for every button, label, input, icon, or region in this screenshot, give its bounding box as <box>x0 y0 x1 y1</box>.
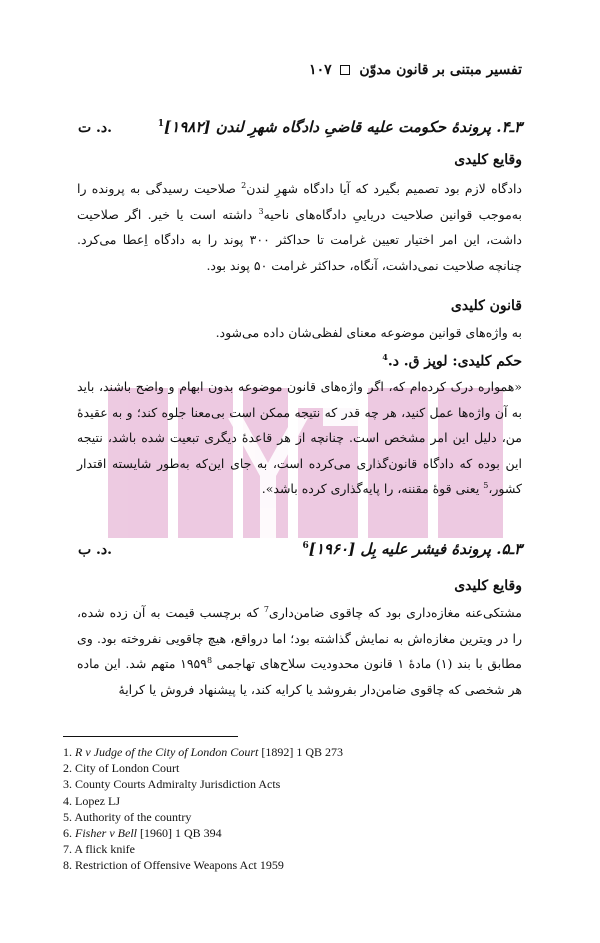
case-title-1: ۳ـ۴. پروندهٔ حکومت علیه قاضیِ دادگاه شهرِ لندن [۱۹۸۲]$^1$ <box>157 118 522 136</box>
footnote-item: 5. Authority of the country <box>63 809 192 824</box>
footnote-item: 4. Lopez LJ <box>63 793 120 808</box>
footnote-item: 1. R v Judge of the City of London Court [1892] 1 QB 273 <box>63 745 343 759</box>
footnotes <box>63 744 533 874</box>
law-paragraph: به واژه‌های قوانین موضوعه معنای لفظی‌شان داده می‌شود. <box>215 325 522 340</box>
footnote-item: 7. A flick knife <box>63 842 135 857</box>
case-code-1: د. ت. <box>78 120 113 136</box>
facts-heading-2: وقایع کلیدی <box>454 578 522 594</box>
footnote-item: 8. Restriction of Offensive Weapons Act 1959 <box>63 858 284 873</box>
case-title-2: ۳ـ۵. پروندهٔ فیشر علیه بِل [۱۹۶۰]$^6$ <box>302 540 522 558</box>
facts-paragraph-1: دادگاه لازم بود تصمیم بگیرد که آیا دادگاه شهرِ لندن$^2$ صلاحیت رسیدگی به پرونده را به‌موجب قوانین صلاحیت دریاییِ دادگاه‌های ناحیه$^3$ داشته است یا خیر. اگر صلاحیت داشت، این امر اختیار تعیین غرامت تا حداکثر ۳۰۰ پوند را به دادگاه اِعطا می‌کرد. چنانچه صلاحیت نمی‌داشت، آنگاه، حداکثر غرامت ۵۰ پوند بود. <box>77 180 522 273</box>
ruling-heading: حکم کلیدی: لوپز ق. د.$^4$ <box>382 352 522 370</box>
running-title: تفسیر مبتنی بر قانون مدوّن <box>359 62 522 78</box>
footnote-ref: 6 <box>302 541 309 551</box>
facts-heading-1: وقایع کلیدی <box>454 152 522 168</box>
square-ornament-icon <box>340 65 350 75</box>
footnote-item: 3. County Courts Admiralty Jurisdiction Acts <box>63 777 281 792</box>
facts-paragraph-2: مشتکی‌عنه مغازه‌داری بود که چاقوی ضامن‌داری$^7$ که برچسب قیمت به آن زده شده، را در ویترین مغازه‌اش به نمایش گذاشته بود؛ اما درواقع، هیچ چاقویی نفروخته بود. وی مطابق با بند (۱) مادهٔ ۱ قانون محدودیت سلاح‌های تهاجمی ۱۹۵۹$^8$ متهم شد. این ماده هر شخصی که چاقوی ضامن‌دار بفروشد یا کرایه کند، یا پیشنهاد فروش یا کرایهٔ <box>77 604 522 697</box>
law-heading: قانون کلیدی <box>450 298 522 314</box>
page-number: ۱۰۷ <box>309 62 332 78</box>
case-code-2: د. ب. <box>78 542 113 558</box>
footnote-divider <box>63 736 238 737</box>
ruling-quote: «همواره درک کرده‌ام که، اگر واژه‌های قانون موضوعه بدون ابهام و واضح باشند، باید به آن واژه‌ها عمل کنید، هر چه قدر که نتیجه ممکن است بی‌معنا جلوه کند؛ و به عقیدهٔ من، دلیل این امر مشخص است. چنانچه از هر قاعدهٔ دیگری تبعیت شده باشد، نتیجه این بوده که دادگاه قانون‌گذاری می‌کرده است، به جای این‌که به‌طور شایسته اقتدار کشور،$^5$ یعنی قوهٔ مقننه، را پایه‌گذاری کرده باشد». <box>77 379 522 496</box>
footnote-item: 6. Fisher v Bell [1960] 1 QB 394 <box>63 826 222 841</box>
footnote-item: 2. City of London Court <box>63 761 180 776</box>
running-header <box>62 62 522 78</box>
footnote-ref: 1 <box>157 119 165 129</box>
